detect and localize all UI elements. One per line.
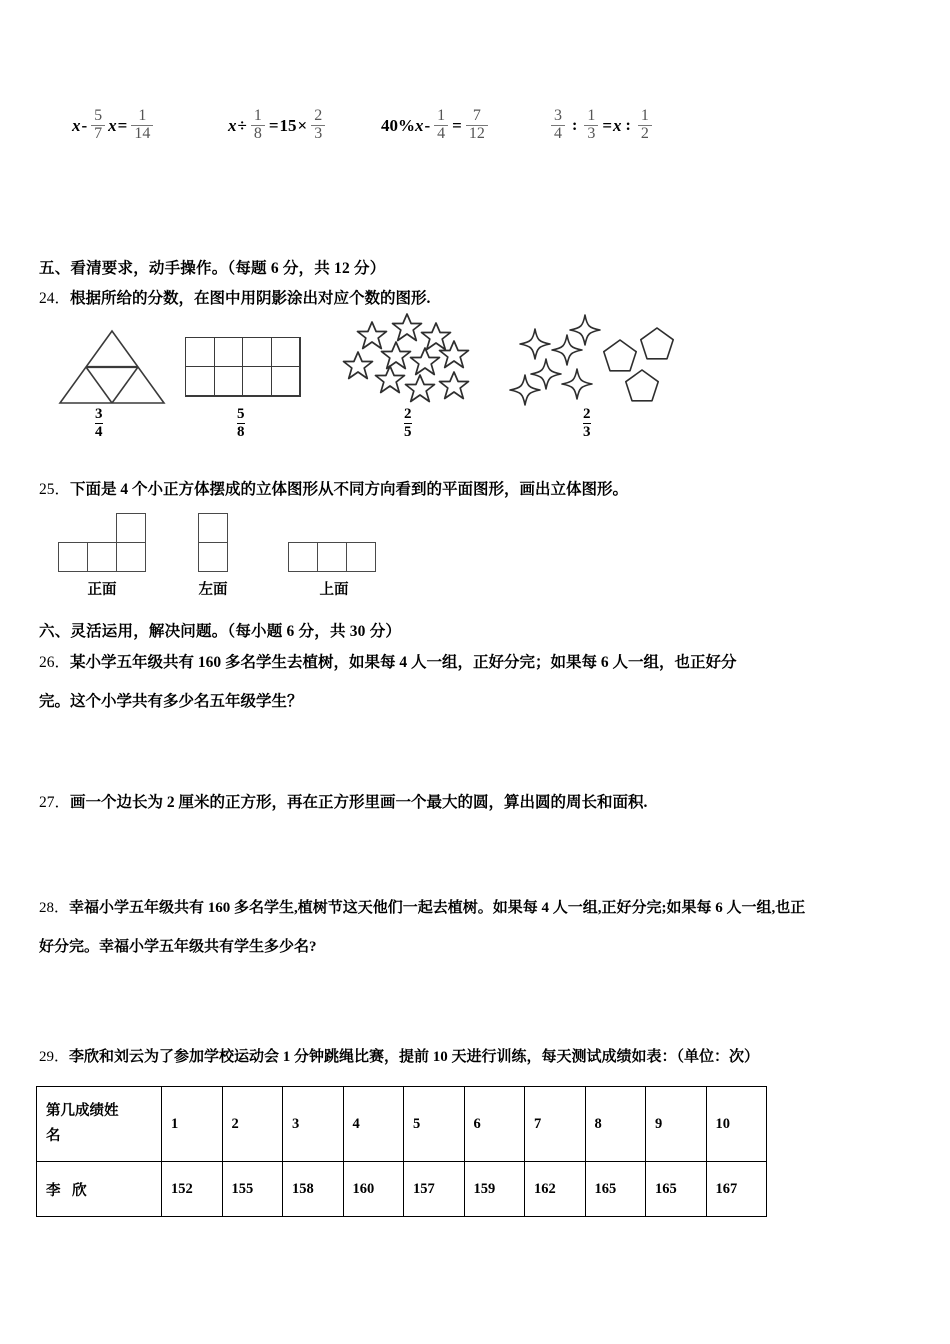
- table-header-row: [37, 1087, 767, 1162]
- fraction-denominator: 3: [584, 125, 598, 143]
- fraction-denominator: 7: [91, 125, 105, 143]
- question-26-line-2: 完。这个小学共有多少名五年级学生？: [39, 693, 303, 710]
- table-header-cell: 5: [404, 1087, 465, 1162]
- figure-five-point-stars: [330, 310, 490, 405]
- table-header-corner: [37, 1087, 162, 1162]
- grid-cell: [186, 338, 215, 367]
- view-left: [198, 513, 238, 573]
- fraction-denominator: 4: [551, 125, 565, 143]
- grid-cell: [186, 367, 215, 396]
- fraction-numerator: 2: [404, 406, 412, 422]
- view-top: [288, 542, 380, 574]
- score-cell: 167: [706, 1162, 767, 1217]
- fraction-denominator: 3: [311, 125, 325, 143]
- figure-stars-and-pentagons: [505, 312, 685, 412]
- view-cell: [87, 542, 117, 572]
- question-text: 李欣和刘云为了参加学校运动会 1 分钟跳绳比赛，提前 10 天进行训练，每天测试成绩如表：（单位：次）: [69, 1049, 760, 1065]
- table-header-cell: 6: [464, 1087, 525, 1162]
- table-header-cell: 3: [283, 1087, 344, 1162]
- question-number: 24．: [39, 290, 71, 307]
- fraction-numerator: 3: [95, 406, 103, 422]
- score-cell: 165: [585, 1162, 646, 1217]
- grid-cell: [272, 367, 301, 396]
- view-cell: [58, 542, 88, 572]
- equation-1: x - $\frac{5}{7}$ x = $\frac{1}{14}$: [72, 109, 156, 144]
- fraction-denominator: 14: [131, 125, 153, 143]
- question-27: [39, 790, 647, 812]
- score-cell: 165: [646, 1162, 707, 1217]
- equation-2: x ÷ $\frac{1}{8}$ = 15 × $\frac{2}{3}$: [228, 109, 328, 144]
- figure-4-fraction: [583, 407, 591, 440]
- question-29: [39, 1045, 759, 1066]
- table-header-cell: 8: [585, 1087, 646, 1162]
- view-front-caption: 正面: [87, 582, 117, 598]
- question-number: 28．: [39, 900, 70, 916]
- view-cell: [288, 542, 318, 572]
- score-cell: 158: [283, 1162, 344, 1217]
- question-number: 26．: [39, 654, 71, 671]
- table-header-cell: 10: [706, 1087, 767, 1162]
- question-text: 根据所给的分数，在图中用阴影涂出对应个数的图形.: [70, 290, 431, 307]
- equation-3: 40% x - $\frac{1}{4}$ = $\frac{7}{12}$: [381, 109, 491, 144]
- fraction-denominator: 2: [638, 125, 652, 143]
- table-row: [37, 1162, 767, 1217]
- table-header-cell: 7: [525, 1087, 586, 1162]
- fraction-numerator: 1: [640, 107, 649, 124]
- equation-coefficient: 15: [279, 116, 297, 136]
- header-label-line-2: 名: [46, 1128, 61, 1144]
- table-header-cell: 9: [646, 1087, 707, 1162]
- score-cell: 155: [222, 1162, 283, 1217]
- question-25: [39, 477, 628, 499]
- fraction-numerator: 1: [437, 107, 446, 124]
- question-number: 25．: [39, 481, 71, 498]
- figure-triangle-quarters: [56, 327, 168, 407]
- fraction-numerator: 2: [583, 406, 591, 422]
- figure-rect-grid-4x2: [185, 337, 301, 397]
- ratio-colon: :: [572, 117, 578, 135]
- view-cell: [346, 542, 376, 572]
- fraction-denominator: 5: [404, 424, 412, 440]
- view-cell: [116, 513, 146, 543]
- fraction-numerator: 5: [237, 406, 245, 422]
- student-name-cell: 李 欣: [37, 1162, 162, 1217]
- view-top-caption: 上面: [319, 582, 349, 598]
- figure-3-fraction: [404, 407, 412, 440]
- fraction-numerator: 5: [94, 107, 103, 124]
- table-header-cell: 1: [162, 1087, 223, 1162]
- fraction-denominator: 12: [466, 125, 488, 143]
- fraction-numerator: 1: [138, 107, 147, 124]
- table-header-cell: 2: [222, 1087, 283, 1162]
- question-text: 幸福小学五年级共有 160 多名学生,植树节这天他们一起去植树。如果每 4 人一组,正好分完;如果每 6 人一组,也正: [69, 900, 806, 916]
- fraction-numerator: 2: [314, 107, 323, 124]
- score-cell: 162: [525, 1162, 586, 1217]
- equation-row: [0, 95, 950, 155]
- fraction-denominator: 8: [251, 125, 265, 143]
- equation-percent: 40%: [381, 116, 415, 136]
- figure-1-fraction: [95, 407, 103, 440]
- section-six-heading: 六、灵活运用，解决问题。（每小题 6 分，共 30 分）: [39, 623, 402, 640]
- question-28-line-1: [39, 896, 805, 917]
- score-cell: 152: [162, 1162, 223, 1217]
- score-table: [36, 1086, 767, 1217]
- figure-2-fraction: [237, 407, 245, 440]
- section-five-heading: 五、看清要求，动手操作。（每题 6 分，共 12 分）: [39, 260, 386, 277]
- question-number: 29．: [39, 1049, 70, 1065]
- grid-cell: [215, 367, 244, 396]
- equation-4: $\frac{3}{4}$ : $\frac{1}{3}$ = x : $\frac{1}{2}$: [548, 109, 655, 144]
- view-cell: [116, 542, 146, 572]
- question-text: 画一个边长为 2 厘米的正方形，再在正方形里画一个最大的圆，算出圆的周长和面积.: [70, 794, 648, 811]
- ratio-colon: :: [625, 117, 631, 135]
- view-cell: [198, 513, 228, 543]
- fraction-denominator: 3: [583, 424, 591, 440]
- view-left-caption: 左面: [198, 582, 228, 598]
- fraction-numerator: 1: [253, 107, 262, 124]
- fraction-numerator: 7: [472, 107, 481, 124]
- header-label-line-1: 第几成绩姓: [46, 1102, 119, 1119]
- fraction-denominator: 4: [434, 125, 448, 143]
- question-24: [39, 286, 430, 308]
- grid-cell: [272, 338, 301, 367]
- question-26-line-1: [39, 650, 737, 672]
- question-number: 27．: [39, 794, 71, 811]
- view-front: [58, 513, 178, 573]
- question-28-line-2: 好分完。幸福小学五年级共有学生多少名?: [39, 939, 317, 955]
- grid-cell: [243, 367, 272, 396]
- question-text: 某小学五年级共有 160 多名学生去植树，如果每 4 人一组，正好分完；如果每 6 人一组，也正好分: [70, 654, 737, 671]
- fraction-denominator: 8: [237, 424, 245, 440]
- grid-cell: [215, 338, 244, 367]
- question-text: 下面是 4 个小正方体摆成的立体图形从不同方向看到的平面图形，画出立体图形。: [70, 481, 629, 498]
- view-cell: [198, 542, 228, 572]
- score-cell: 159: [464, 1162, 525, 1217]
- score-cell: 157: [404, 1162, 465, 1217]
- fraction-numerator: 1: [587, 107, 596, 124]
- view-cell: [317, 542, 347, 572]
- grid-cell: [243, 338, 272, 367]
- fraction-numerator: 3: [554, 107, 562, 124]
- table-header-cell: 4: [343, 1087, 404, 1162]
- score-cell: 160: [343, 1162, 404, 1217]
- fraction-denominator: 4: [95, 424, 103, 440]
